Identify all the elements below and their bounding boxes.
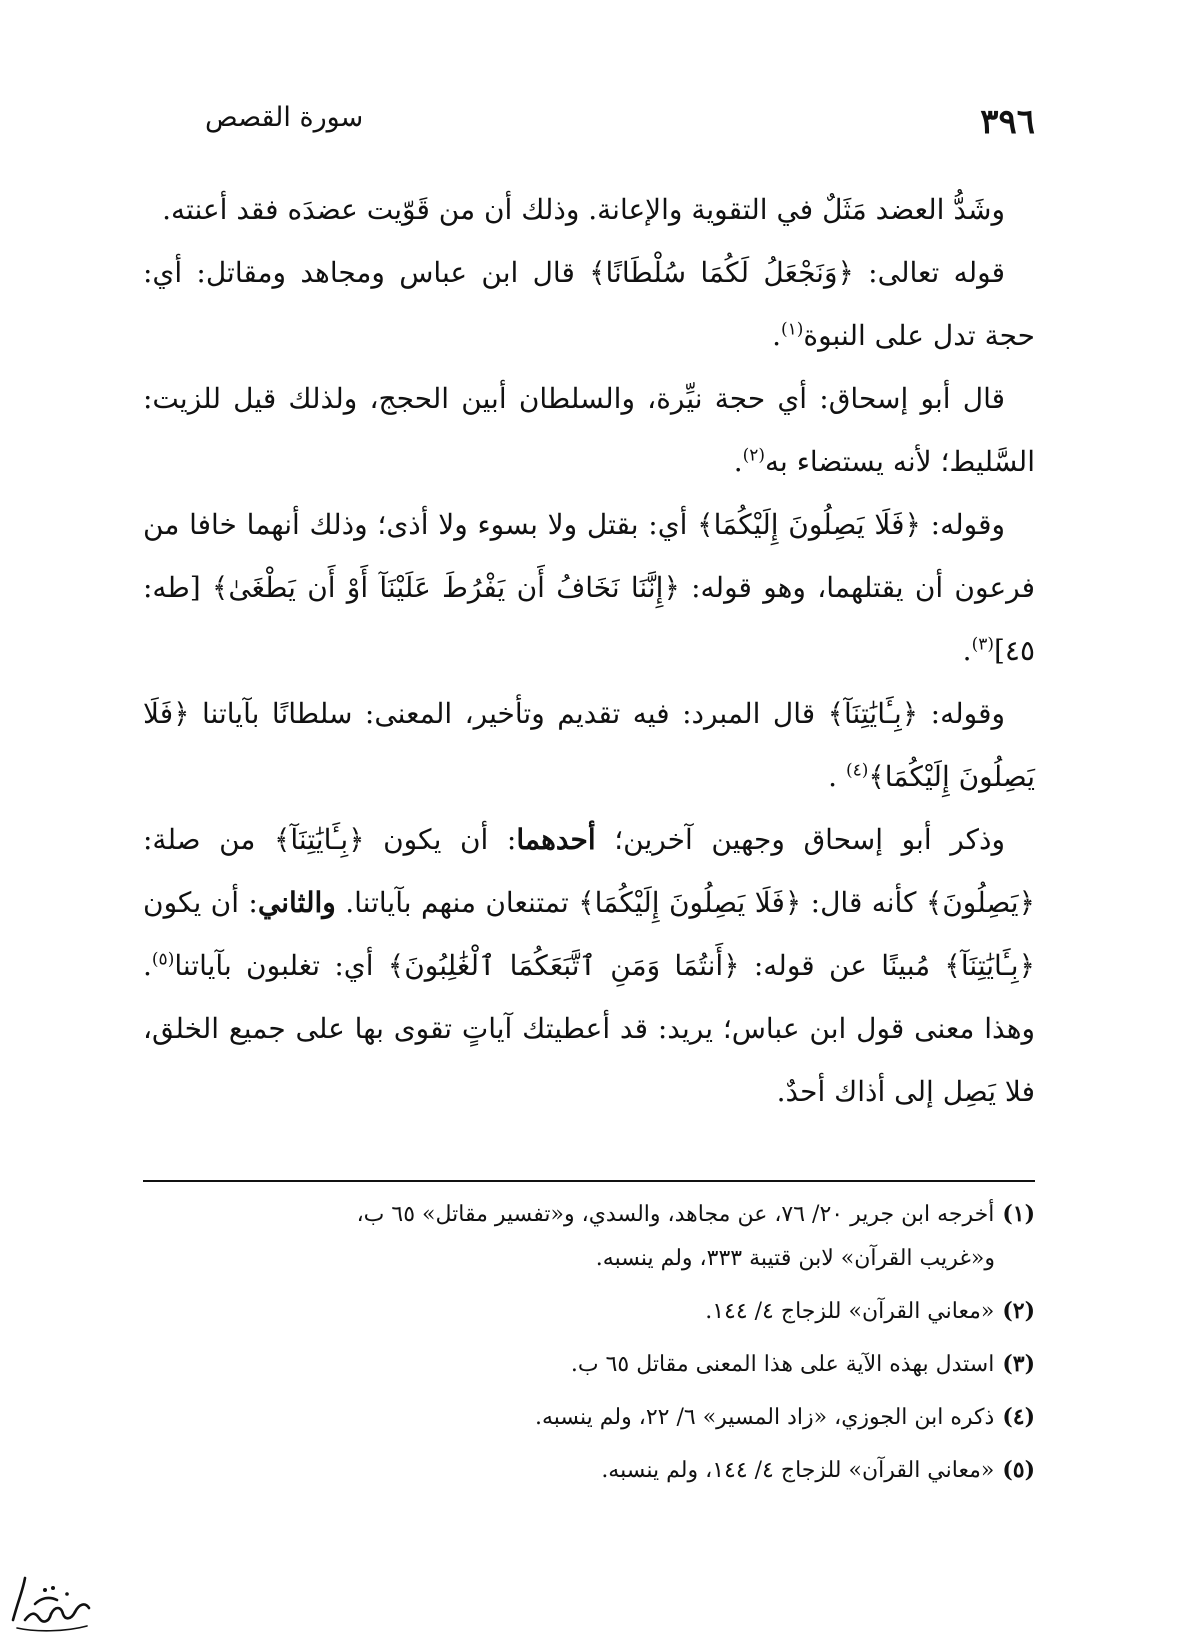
footnote-5 [143,1448,1035,1493]
footnote-2 [143,1289,1035,1334]
publisher-logo [5,1568,95,1638]
footnote-ref-4[interactable]: (٤) [845,760,869,781]
footnotes [143,1192,1035,1501]
footnote-number: (٣) [1002,1351,1035,1377]
paragraph-4-end: . [962,634,972,667]
footnote-ref-1[interactable]: (١) [780,319,804,340]
footnote-ref-5[interactable]: (٥) [151,949,175,970]
paragraph-4 [143,493,1035,682]
paragraph-6-part-c: : أن يكون ﴿بِـَٔايَٰتِنَآ﴾ مُبينًا عن قوله: ﴿أَنتُمَا وَمَنِ ٱتَّبَعَكُمَا ٱلْغَٰلِبُونَ﴾ أي: تغلبون بآياتنا [143,886,1035,982]
main-text [143,178,1035,1123]
running-title: سورة القصص [205,102,364,133]
footnote-text: أخرجه ابن جرير ٢٠/ ٧٦، عن مجاهد، والسدي، و«تفسير مقاتل» ٦٥ ب، [356,1202,995,1227]
footnote-number: (١) [1002,1201,1035,1227]
paragraph-3 [143,367,1035,493]
footnote-continuation: و«غريب القرآن» لابن قتيبة ٣٣٣، ولم ينسبه. [595,1246,995,1271]
footnote-text: «معاني القرآن» للزجاج ٤/ ١٤٤. [705,1299,995,1324]
page-number: ٣٩٦ [980,102,1035,142]
paragraph-3-end: . [733,445,743,478]
paragraph-3-text: قال أبو إسحاق: أي حجة نيِّرة، والسلطان أبين الحجج، ولذلك قيل للزيت: السَّليط؛ لأنه يستضاء به [143,382,1035,478]
paragraph-5-text: وقوله: ﴿بِـَٔايَٰتِنَآ﴾ قال المبرد: فيه تقديم وتأخير، المعنى: سلطانًا بآياتنا ﴿فَلَا يَصِلُونَ إِلَيْكُمَا﴾ [143,697,1035,793]
paragraph-6-part-a: وذكر أبو إسحاق وجهين آخرين؛ [595,823,1005,856]
paragraph-1: وشَدُّ العضد مَثَلٌ في التقوية والإعانة. وذلك أن من قَوّيت عضدَه فقد أعنته. [162,193,1005,226]
paragraph-6-first-label: أحدهما [516,823,596,856]
paragraph-6-second-label: والثاني [257,886,336,919]
footnote-separator [143,1180,1035,1182]
paragraph-5-end: . [828,760,846,793]
footnote-1 [143,1192,1035,1281]
page-header [205,96,1035,146]
footnote-number: (٢) [1002,1298,1035,1324]
footnote-text: «معاني القرآن» للزجاج ٤/ ١٤٤، ولم ينسبه. [601,1458,995,1483]
paragraph-4-text: وقوله: ﴿فَلَا يَصِلُونَ إِلَيْكُمَا﴾ أي: بقتل ولا بسوء ولا أذى؛ وذلك أنهما خافا من فرعون أن يقتلهما، وهو قوله: ﴿إِنَّنَا نَخَافُ أَن يَفْرُطَ عَلَيْنَآ أَوْ أَن يَطْغَىٰ﴾ [طه: ٤٥] [143,508,1035,667]
footnote-ref-2[interactable]: (٢) [742,445,766,466]
paragraph-6-part-d: . وهذا معنى قول ابن عباس؛ يريد: قد أعطيتك آياتٍ تقوى بها على جميع الخلق، فلا يَصِل إلى أذاك أحدٌ. [143,949,1035,1108]
footnote-ref-3[interactable]: (٣) [971,634,994,655]
footnote-text: استدل بهذه الآية على هذا المعنى مقاتل ٦٥ ب. [570,1352,995,1377]
paragraph-6-part-b: : أن يكون ﴿بِـَٔايَٰتِنَآ﴾ من صلة: ﴿يَصِلُونَ﴾ كأنه قال: ﴿فَلَا يَصِلُونَ إِلَيْكُمَا﴾ تمتنعان منهم بآياتنا. [143,823,1036,919]
paragraph-2 [143,241,1035,367]
paragraph-2-text: قوله تعالى: ﴿وَنَجْعَلُ لَكُمَا سُلْطَانًا﴾ قال ابن عباس ومجاهد ومقاتل: أي: حجة تدل على النبوة [143,256,1035,352]
paragraph-5 [143,682,1035,808]
footnote-3 [143,1342,1035,1387]
footnote-text: ذكره ابن الجوزي، «زاد المسير» ٦/ ٢٢، ولم ينسبه. [534,1405,995,1430]
paragraph-6 [143,808,1035,1123]
paragraph-2-end: . [772,319,781,352]
footnote-number: (٤) [1002,1404,1035,1430]
footnote-number: (٥) [1002,1457,1035,1483]
footnote-4 [143,1395,1035,1440]
